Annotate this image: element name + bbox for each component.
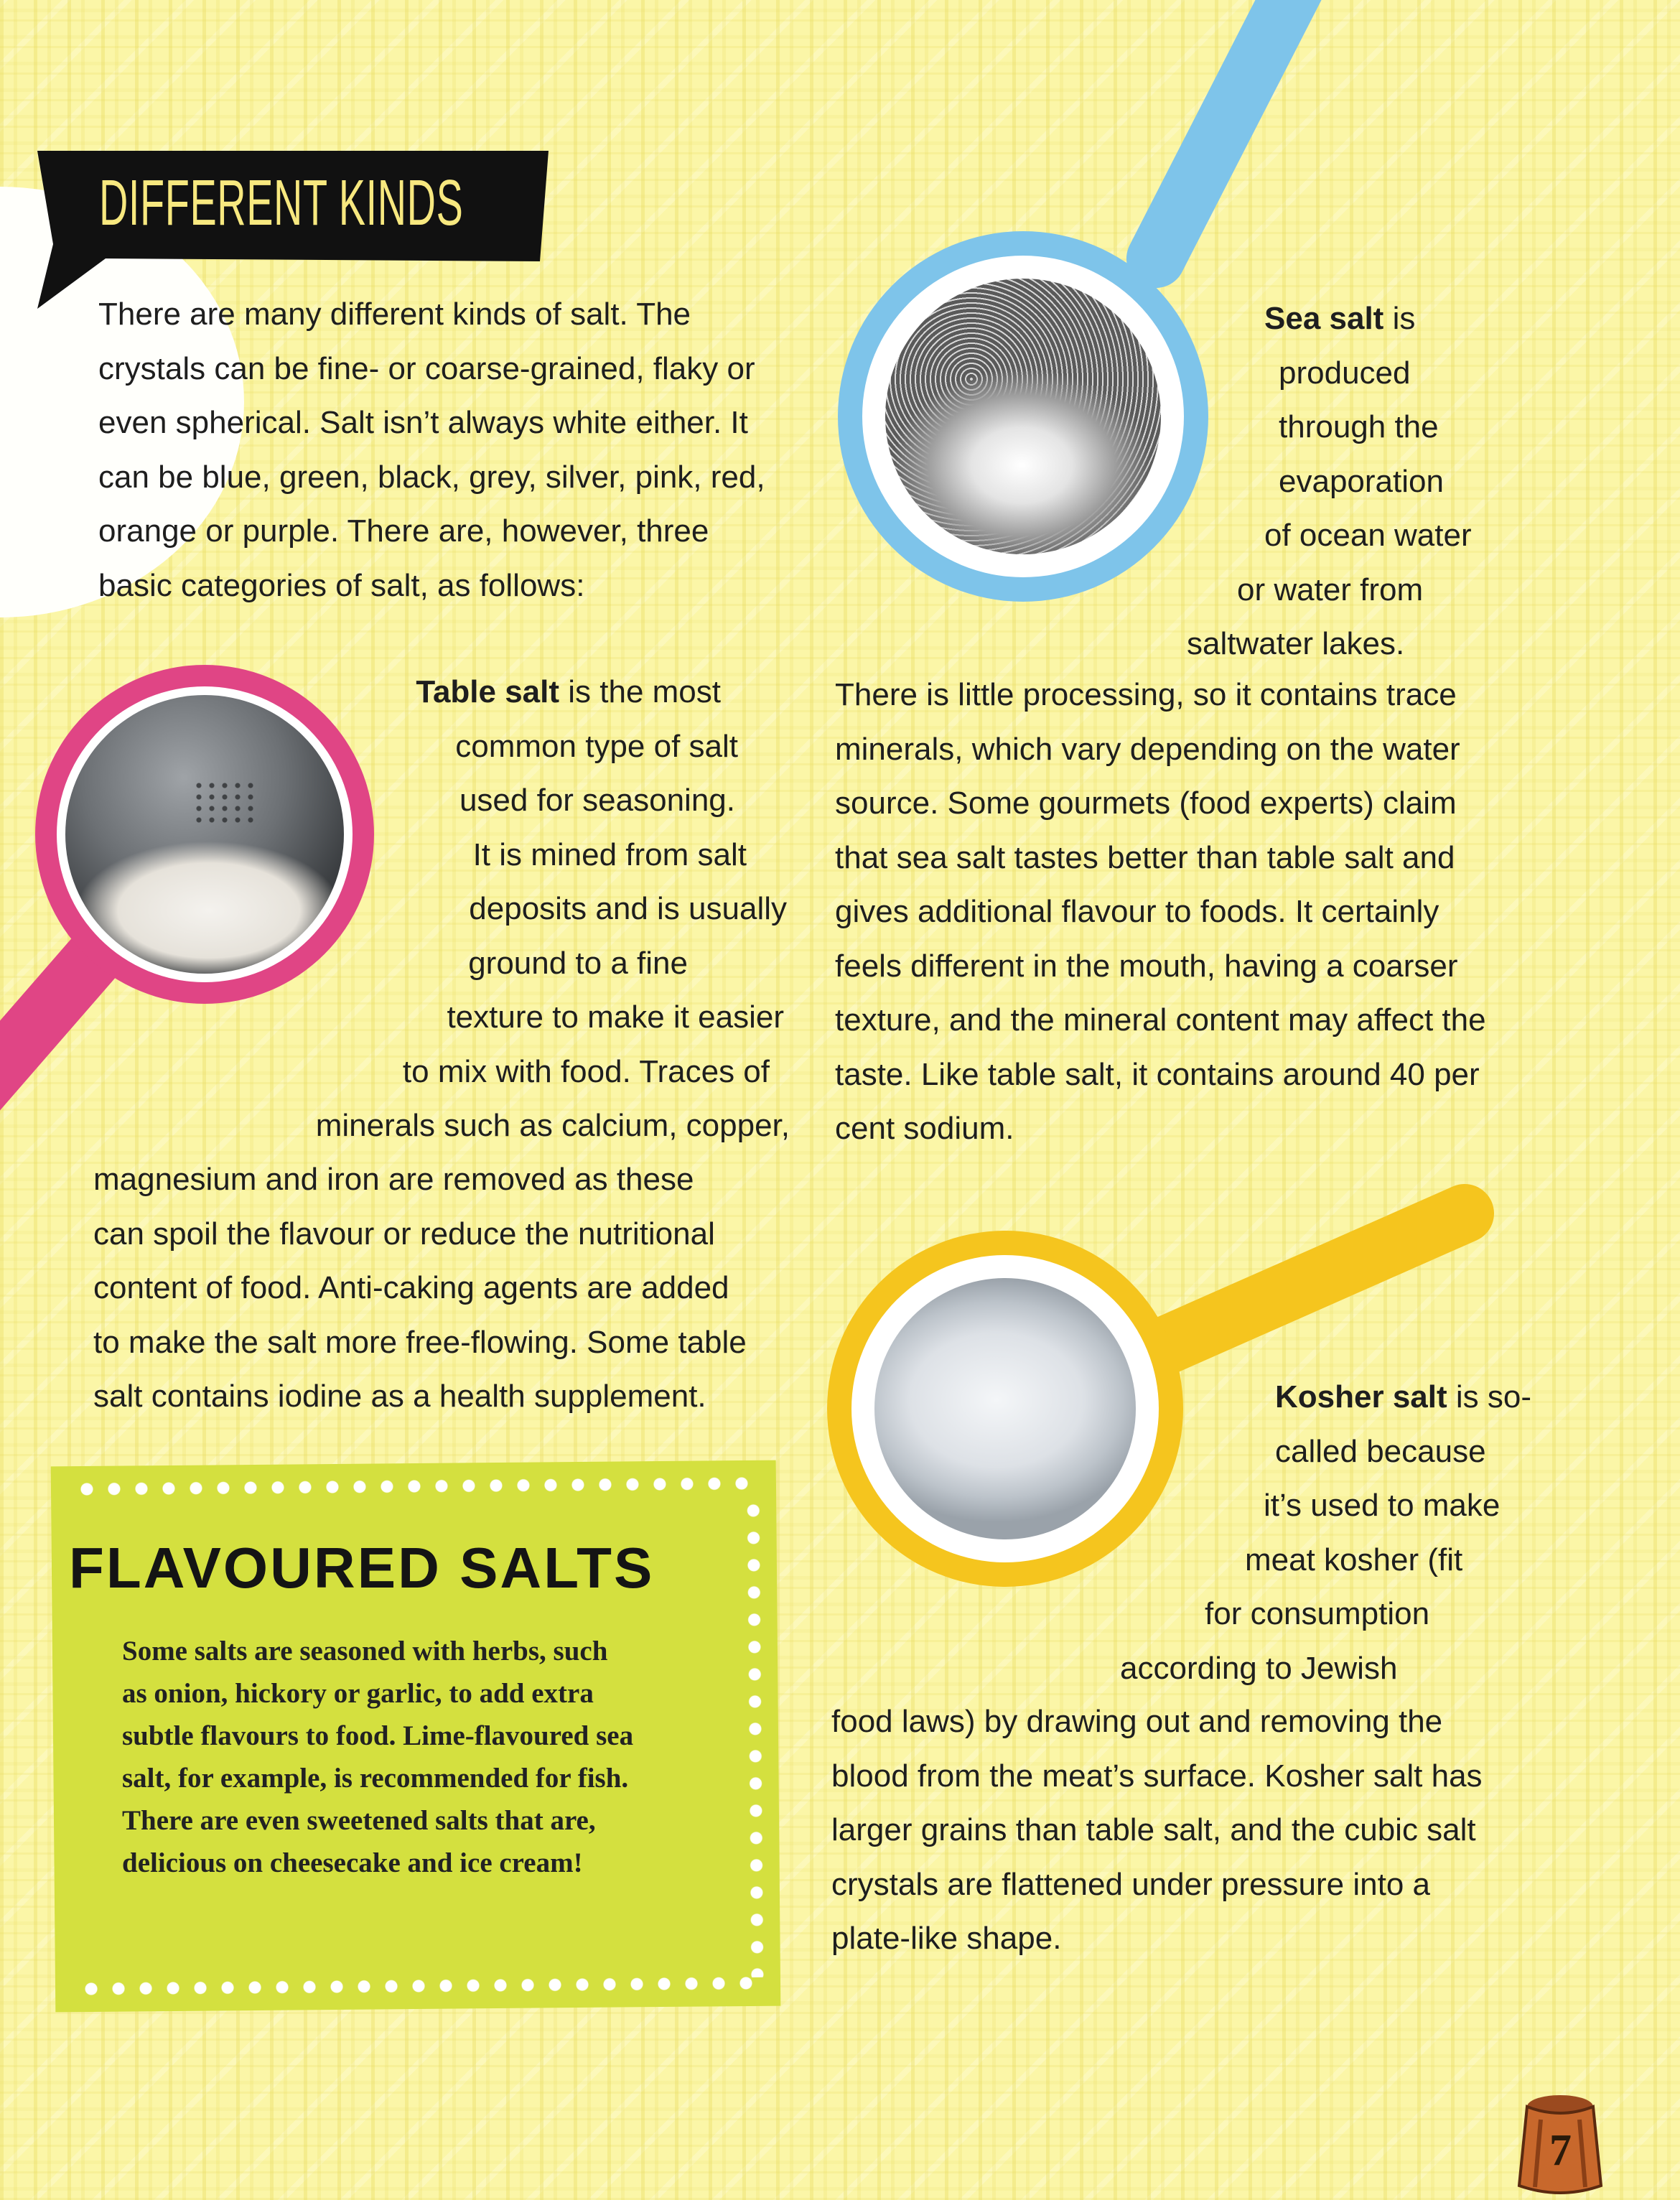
table-salt-line: to make the salt more free-flowing. Some table (93, 1324, 747, 1360)
table-salt-text-lower (93, 1152, 747, 1424)
sea-salt-line: feels different in the mouth, having a coarser (835, 948, 1458, 984)
sea-salt-line: is (1383, 301, 1416, 336)
kosher-salt-first-line (1120, 1370, 1531, 1425)
kosher-salt-line: crystals are flattened under pressure into a (831, 1866, 1431, 1902)
table-salt-line: magnesium and iron are removed as these (93, 1162, 694, 1197)
sea-salt-line: of ocean water (1264, 518, 1472, 553)
sea-salt-text-lower (835, 668, 1486, 1156)
kosher-salt-line: it’s used to make (1264, 1488, 1501, 1523)
blue-magnifier-handle (1156, 0, 1303, 258)
sea-salt-first-line (1181, 292, 1472, 346)
table-salt-line: It is mined from salt (472, 836, 747, 872)
kosher-salt-line: according to Jewish (1120, 1650, 1398, 1686)
table-salt-line: minerals such as calcium, copper, (315, 1108, 790, 1143)
sea-salt-line: that sea salt tastes better than table salt and (835, 839, 1455, 875)
table-salt-line: to mix with food. Traces of (402, 1053, 770, 1089)
kosher-salt-line: is so- (1447, 1379, 1531, 1414)
sea-salt-line: or water from (1237, 572, 1424, 607)
kosher-salt-line: called because (1275, 1433, 1486, 1469)
table-salt-line: texture to make it easier (447, 999, 784, 1035)
dot-border-right (746, 1504, 765, 1977)
table-salt-text-upper (273, 665, 790, 1153)
kosher-salt-text-lower (831, 1695, 1483, 1966)
intro-line: can be blue, green, black, grey, silver, pink, red, (98, 459, 765, 495)
flavoured-salts-title: FLAVOURED SALTS (69, 1536, 655, 1600)
intro-line: orange or purple. There are, however, three (98, 513, 709, 549)
flavoured-line: Some salts are seasoned with herbs, such (122, 1636, 608, 1667)
sea-salt-line: texture, and the mineral content may affect the (835, 1002, 1486, 1038)
flavoured-line: as onion, hickory or garlic, to add extra (122, 1678, 594, 1709)
flavoured-line: delicious on cheesecake and ice cream! (122, 1847, 583, 1878)
sea-salt-line: cent sodium. (835, 1111, 1014, 1146)
table-salt-line: common type of salt (455, 728, 738, 764)
kosher-salt-line: for consumption (1205, 1596, 1430, 1631)
flavoured-line: subtle flavours to food. Lime-flavoured sea (122, 1720, 634, 1751)
sea-salt-line: through the (1279, 409, 1439, 444)
table-salt-line: ground to a fine (468, 945, 688, 981)
sea-salt-line: saltwater lakes. (1187, 626, 1405, 661)
table-salt-first-line (273, 665, 790, 719)
sea-salt-term: Sea salt (1264, 301, 1384, 336)
sea-salt-text-upper (1181, 292, 1472, 671)
sea-salt-line: minerals, which vary depending on the water (835, 731, 1460, 767)
intro-line: even spherical. Salt isn’t always white either. It (98, 405, 748, 440)
table-salt-line: used for seasoning. (459, 783, 735, 818)
table-salt-term: Table salt (416, 674, 560, 709)
flavoured-salts-text (122, 1630, 633, 1884)
table-salt-line: content of food. Anti-caking agents are added (93, 1270, 729, 1305)
kosher-salt-line: blood from the meat’s surface. Kosher salt has (831, 1758, 1483, 1794)
intro-line: basic categories of salt, as follows: (98, 567, 585, 603)
sea-salt-photo (885, 279, 1161, 554)
dot-border-bottom (84, 1976, 759, 1996)
sea-salt-line: produced (1279, 355, 1411, 391)
flavoured-line: There are even sweetened salts that are, (122, 1805, 596, 1836)
yellow-magnifier-handle (1156, 1213, 1465, 1350)
table-salt-line: can spoil the flavour or reduce the nutritional (93, 1216, 715, 1252)
kosher-salt-text-upper (1120, 1370, 1531, 1695)
table-salt-line: salt contains iodine as a health supplement. (93, 1379, 706, 1414)
kosher-salt-photo (874, 1278, 1136, 1539)
sea-salt-line: There is little processing, so it contains trace (835, 677, 1457, 712)
kosher-salt-line: meat kosher (fit (1245, 1542, 1463, 1577)
sea-salt-line: gives additional flavour to foods. It certainly (835, 894, 1439, 929)
sea-salt-line: evaporation (1279, 463, 1444, 499)
section-heading: DIFFERENT KINDS (99, 167, 464, 239)
flavoured-line: salt, for example, is recommended for fish. (122, 1763, 629, 1794)
kosher-salt-line: larger grains than table salt, and the cubic salt (831, 1812, 1476, 1847)
dot-border-top (80, 1476, 755, 1496)
sea-salt-line: taste. Like table salt, it contains around 40 per (835, 1056, 1480, 1092)
table-salt-line: is the most (559, 674, 721, 709)
intro-line: crystals can be fine- or coarse-grained, flaky or (98, 350, 755, 386)
sea-salt-line: source. Some gourmets (food experts) claim (835, 786, 1457, 821)
kosher-salt-line: food laws) by drawing out and removing the (831, 1704, 1443, 1739)
table-salt-line: deposits and is usually (469, 891, 787, 926)
intro-line: There are many different kinds of salt. The (98, 297, 691, 332)
page-number: 7 (1549, 2126, 1572, 2175)
kosher-salt-line: plate-like shape. (831, 1921, 1062, 1956)
kosher-salt-term: Kosher salt (1275, 1379, 1447, 1414)
shaker-holes-icon (195, 781, 259, 824)
